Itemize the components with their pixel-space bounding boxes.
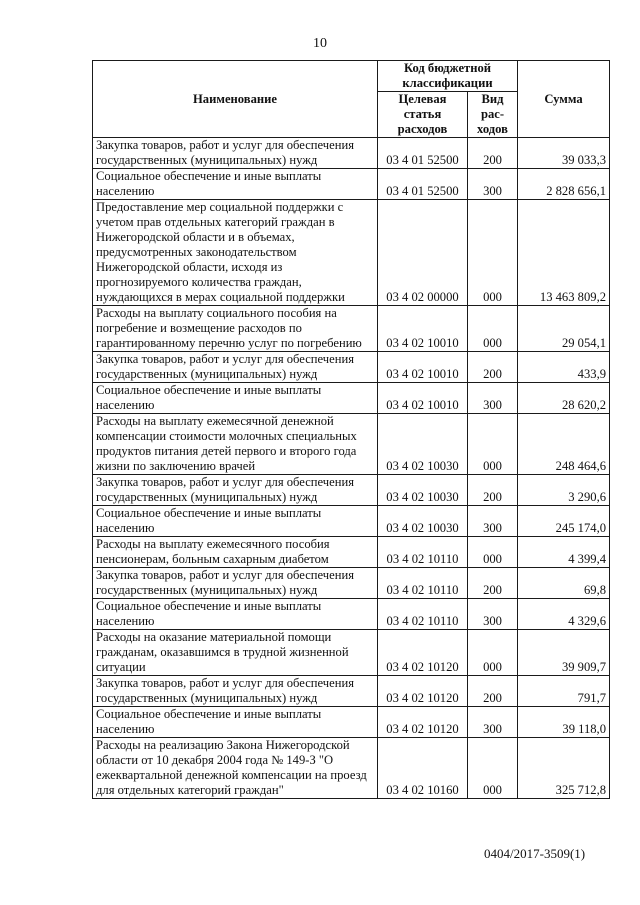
row-target-code: 03 4 02 10010: [378, 352, 468, 383]
row-name: Социальное обеспечение и иные выплаты населению: [93, 506, 378, 537]
row-name: Закупка товаров, работ и услуг для обеспечения государственных (муниципальных) нужд: [93, 475, 378, 506]
row-sum: 39 909,7: [518, 630, 610, 676]
row-expense-type: 000: [468, 630, 518, 676]
row-expense-type: 300: [468, 599, 518, 630]
table-body: [93, 138, 610, 799]
row-target-code: 03 4 02 10110: [378, 599, 468, 630]
table-header: [93, 61, 610, 138]
row-name: Расходы на реализацию Закона Нижегородской области от 10 декабря 2004 года № 149-З "О ежеквартальной денежной компенсации на проезд для отдельных категорий граждан": [93, 738, 378, 799]
row-target-code: 03 4 02 10030: [378, 475, 468, 506]
header-sum: Сумма: [518, 61, 610, 138]
row-expense-type: 300: [468, 383, 518, 414]
row-expense-type: 300: [468, 169, 518, 200]
row-expense-type: 200: [468, 676, 518, 707]
row-sum: 39 033,3: [518, 138, 610, 169]
table-row: [93, 200, 610, 306]
row-expense-type: 200: [468, 475, 518, 506]
document-number: 0404/2017-3509(1): [484, 846, 586, 861]
row-sum: 2 828 656,1: [518, 169, 610, 200]
row-name: Социальное обеспечение и иные выплаты населению: [93, 169, 378, 200]
table-row: [93, 306, 610, 352]
table-row: [93, 414, 610, 475]
row-sum: 245 174,0: [518, 506, 610, 537]
row-expense-type: 000: [468, 738, 518, 799]
table-row: [93, 676, 610, 707]
row-name: Социальное обеспечение и иные выплаты населению: [93, 383, 378, 414]
row-expense-type: 000: [468, 414, 518, 475]
row-name: Закупка товаров, работ и услуг для обеспечения государственных (муниципальных) нужд: [93, 352, 378, 383]
row-name: Закупка товаров, работ и услуг для обеспечения государственных (муниципальных) нужд: [93, 138, 378, 169]
row-sum: 4 329,6: [518, 599, 610, 630]
table-row: [93, 707, 610, 738]
header-target: Целевая статья расходов: [378, 92, 468, 138]
table-row: [93, 506, 610, 537]
row-target-code: 03 4 02 10110: [378, 537, 468, 568]
budget-table: [92, 60, 610, 799]
row-target-code: 03 4 02 10120: [378, 676, 468, 707]
row-sum: 248 464,6: [518, 414, 610, 475]
row-name: Расходы на оказание материальной помощи гражданам, оказавшимся в трудной жизненной ситуации: [93, 630, 378, 676]
table-row: [93, 169, 610, 200]
page-number: 10: [313, 36, 327, 51]
row-expense-type: 000: [468, 537, 518, 568]
row-target-code: 03 4 01 52500: [378, 169, 468, 200]
row-sum: 13 463 809,2: [518, 200, 610, 306]
row-name: Расходы на выплату социального пособия на погребение и возмещение расходов по гарантированному перечню услуг по погребению: [93, 306, 378, 352]
row-sum: 29 054,1: [518, 306, 610, 352]
row-expense-type: 200: [468, 352, 518, 383]
table-row: [93, 599, 610, 630]
row-expense-type: 000: [468, 306, 518, 352]
table-row: [93, 537, 610, 568]
table-row: [93, 138, 610, 169]
row-sum: 3 290,6: [518, 475, 610, 506]
row-target-code: 03 4 02 00000: [378, 200, 468, 306]
header-type: Вид рас-ходов: [468, 92, 518, 138]
row-expense-type: 200: [468, 138, 518, 169]
row-sum: 39 118,0: [518, 707, 610, 738]
row-target-code: 03 4 01 52500: [378, 138, 468, 169]
row-target-code: 03 4 02 10010: [378, 383, 468, 414]
table-row: [93, 475, 610, 506]
row-sum: 69,8: [518, 568, 610, 599]
row-expense-type: 300: [468, 707, 518, 738]
table-row: [93, 630, 610, 676]
row-sum: 28 620,2: [518, 383, 610, 414]
row-target-code: 03 4 02 10110: [378, 568, 468, 599]
row-target-code: 03 4 02 10010: [378, 306, 468, 352]
row-name: Социальное обеспечение и иные выплаты населению: [93, 707, 378, 738]
row-sum: 4 399,4: [518, 537, 610, 568]
row-name: Расходы на выплату ежемесячного пособия пенсионерам, больным сахарным диабетом: [93, 537, 378, 568]
row-target-code: 03 4 02 10030: [378, 506, 468, 537]
row-sum: 791,7: [518, 676, 610, 707]
row-sum: 325 712,8: [518, 738, 610, 799]
row-target-code: 03 4 02 10120: [378, 707, 468, 738]
row-name: Предоставление мер социальной поддержки с учетом прав отдельных категорий граждан в Нижегородской области и в объемах, предусмотренных законодательством Нижегородской области, исходя из прогнозируемого количества граждан, нуждающихся в мерах социальной поддержки: [93, 200, 378, 306]
row-name: Социальное обеспечение и иные выплаты населению: [93, 599, 378, 630]
row-expense-type: 000: [468, 200, 518, 306]
header-name: Наименование: [93, 61, 378, 138]
row-expense-type: 200: [468, 568, 518, 599]
table-row: [93, 383, 610, 414]
row-name: Расходы на выплату ежемесячной денежной компенсации стоимости молочных специальных продуктов питания детей первого и второго года жизни по заключению врачей: [93, 414, 378, 475]
row-name: Закупка товаров, работ и услуг для обеспечения государственных (муниципальных) нужд: [93, 676, 378, 707]
row-target-code: 03 4 02 10030: [378, 414, 468, 475]
row-target-code: 03 4 02 10120: [378, 630, 468, 676]
row-name: Закупка товаров, работ и услуг для обеспечения государственных (муниципальных) нужд: [93, 568, 378, 599]
row-target-code: 03 4 02 10160: [378, 738, 468, 799]
header-code-group: Код бюджетной классификации: [378, 61, 518, 92]
row-sum: 433,9: [518, 352, 610, 383]
table-row: [93, 352, 610, 383]
table-row: [93, 568, 610, 599]
row-expense-type: 300: [468, 506, 518, 537]
table-row: [93, 738, 610, 799]
